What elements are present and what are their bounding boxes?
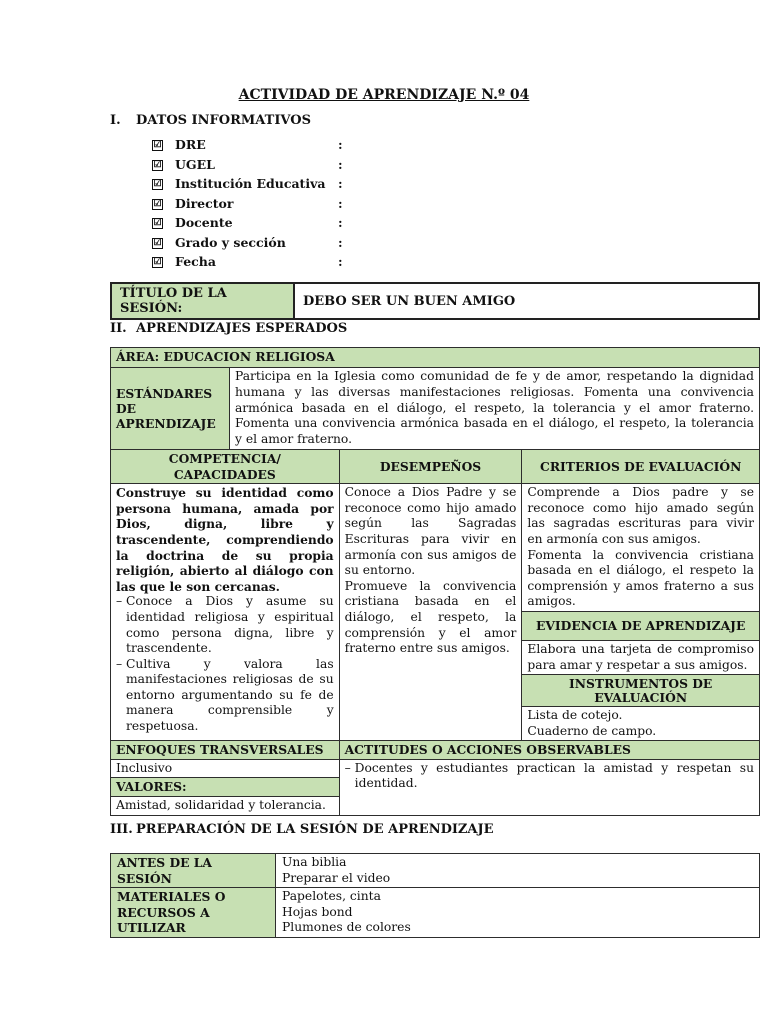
capacidades-list <box>116 594 334 734</box>
info-label: Director <box>175 195 234 211</box>
antes-item: Preparar el video <box>282 870 391 885</box>
checkbox-checked-icon: ☑ <box>153 198 162 209</box>
estandares-label: ESTÁNDARES DE APRENDIZAJE <box>111 368 230 450</box>
criterios-header: CRITERIOS DE EVALUACIÓN <box>522 449 760 483</box>
estandares-text: Participa en la Iglesia como comunidad de fe y de amor, respetando la dignidad humana y las diversas manifestaciones religiosas. Fomenta una convivencia armónica basada en el diálogo, el respeto, la tolerancia y el amor fraterno. Fomenta una convivencia armónica basada en el diálogo, el respeto, la tolerancia y el amor fraterno. <box>229 368 759 450</box>
antes-item: Una biblia <box>282 855 347 869</box>
actitudes-list <box>345 761 754 792</box>
criterio-item: Comprende a Dios padre y se reconoce como hijo amado según las sagradas escrituras para vivir en armonía con sus amigos. <box>527 485 754 546</box>
criterios-cell <box>522 484 760 612</box>
desempeno-item: Conoce a Dios Padre y se reconoce como hijo amado según las Sagradas Escrituras para vivir en armonía con sus amigos de su entorno. <box>344 485 517 578</box>
materiales-cell <box>276 888 760 938</box>
capacidad-item: – Conoce a Dios y asume su identidad religiosa y espiritual como persona digna, libre y trascendente. <box>116 594 334 656</box>
instrumento-item: Cuaderno de campo. <box>527 723 657 738</box>
actitudes-header: ACTITUDES O ACCIONES OBSERVABLES <box>339 741 759 760</box>
section-number: II. <box>110 321 127 336</box>
evidencia-header: EVIDENCIA DE APRENDIZAJE <box>522 611 760 640</box>
competencia-main: Construye su identidad como persona humana, amada por Dios, digna, libre y trascendente, comprendiendo la doctrina de su propia religión, abierto al diálogo con las que le son cercanas. <box>116 485 334 594</box>
info-colon: : <box>338 176 343 191</box>
info-colon: : <box>338 215 343 230</box>
enfoques-value: Inclusivo <box>111 759 340 778</box>
instrumentos-header: INSTRUMENTOS DE EVALUACIÓN <box>522 675 760 707</box>
materiales-label: MATERIALES O RECURSOS A UTILIZAR <box>111 888 276 938</box>
section-number: I. <box>110 113 121 128</box>
section-label: PREPARACIÓN DE LA SESIÓN DE APRENDIZAJE <box>136 822 494 837</box>
checkbox-checked-icon: ☑ <box>153 257 162 267</box>
learning-table <box>110 347 760 816</box>
section-1-heading <box>110 113 311 128</box>
competencia-cell <box>111 484 340 741</box>
info-colon: : <box>338 195 343 211</box>
info-label: Institución Educativa <box>175 176 326 191</box>
desempeno-item: Promueve la convivencia cristiana basada en el diálogo, el respeto, la comprensión y el amor fraterno entre sus amigos. <box>344 578 517 656</box>
info-colon: : <box>338 137 343 152</box>
criterio-item: Fomenta la convivencia cristiana basada en el diálogo, el respeto la comprensión y amos fraterno a sus amigos. <box>527 547 754 609</box>
info-label: Grado y sección <box>175 234 286 250</box>
material-item: Papelotes, cinta <box>282 889 381 904</box>
desempenos-header: DESEMPEÑOS <box>339 449 522 483</box>
info-colon: : <box>338 254 343 269</box>
evidencia-text: Elabora una tarjeta de compromiso para amar y respetar a sus amigos. <box>522 640 760 674</box>
preparation-table <box>110 853 760 938</box>
section-2-heading <box>110 321 347 336</box>
session-title-label: TÍTULO DE LA SESIÓN: <box>111 283 294 319</box>
valores-header: VALORES: <box>111 778 340 797</box>
enfoques-header: ENFOQUES TRANSVERSALES <box>111 741 340 760</box>
info-colon: : <box>338 156 343 172</box>
checkbox-checked-icon: ☑ <box>153 237 162 248</box>
actitud-item: – Docentes y estudiantes practican la amistad y respetan su identidad. <box>345 761 754 792</box>
competencia-header: COMPETENCIA/ CAPACIDADES <box>111 449 340 483</box>
checkbox-checked-icon: ☑ <box>153 159 162 170</box>
capacidad-item: – Cultiva y valora las manifestaciones religiosas de su entorno argumentando su fe de manera comprensible y respetuosa. <box>116 657 334 735</box>
antes-cell <box>276 854 760 888</box>
instrumento-item: Lista de cotejo. <box>527 708 623 723</box>
instrumentos-cell <box>522 707 760 741</box>
area-header: ÁREA: EDUCACION RELIGIOSA <box>111 348 760 368</box>
section-3-heading <box>110 822 494 837</box>
section-label: DATOS INFORMATIVOS <box>136 113 311 128</box>
info-colon: : <box>338 234 343 250</box>
antes-label: ANTES DE LA SESIÓN <box>111 854 276 888</box>
session-title-value: DEBO SER UN BUEN AMIGO <box>294 283 759 319</box>
valores-value: Amistad, solidaridad y tolerancia. <box>111 797 340 816</box>
checkbox-checked-icon: ☑ <box>153 218 162 228</box>
material-item: Plumones de colores <box>282 920 411 935</box>
info-label: DRE <box>175 137 206 152</box>
material-item: Hojas bond <box>282 904 353 919</box>
checkbox-checked-icon: ☑ <box>153 140 162 150</box>
section-number: III. <box>110 822 133 837</box>
document-title: ACTIVIDAD DE APRENDIZAJE N.º 04 <box>238 87 530 103</box>
section-label: APRENDIZAJES ESPERADOS <box>136 321 348 336</box>
desempenos-cell <box>339 484 522 741</box>
actitudes-cell <box>339 759 759 815</box>
info-label: Docente <box>175 215 233 230</box>
info-label: UGEL <box>175 156 215 172</box>
info-label: Fecha <box>175 254 216 269</box>
session-title-table <box>110 282 760 320</box>
checkbox-checked-icon: ☑ <box>153 179 162 189</box>
